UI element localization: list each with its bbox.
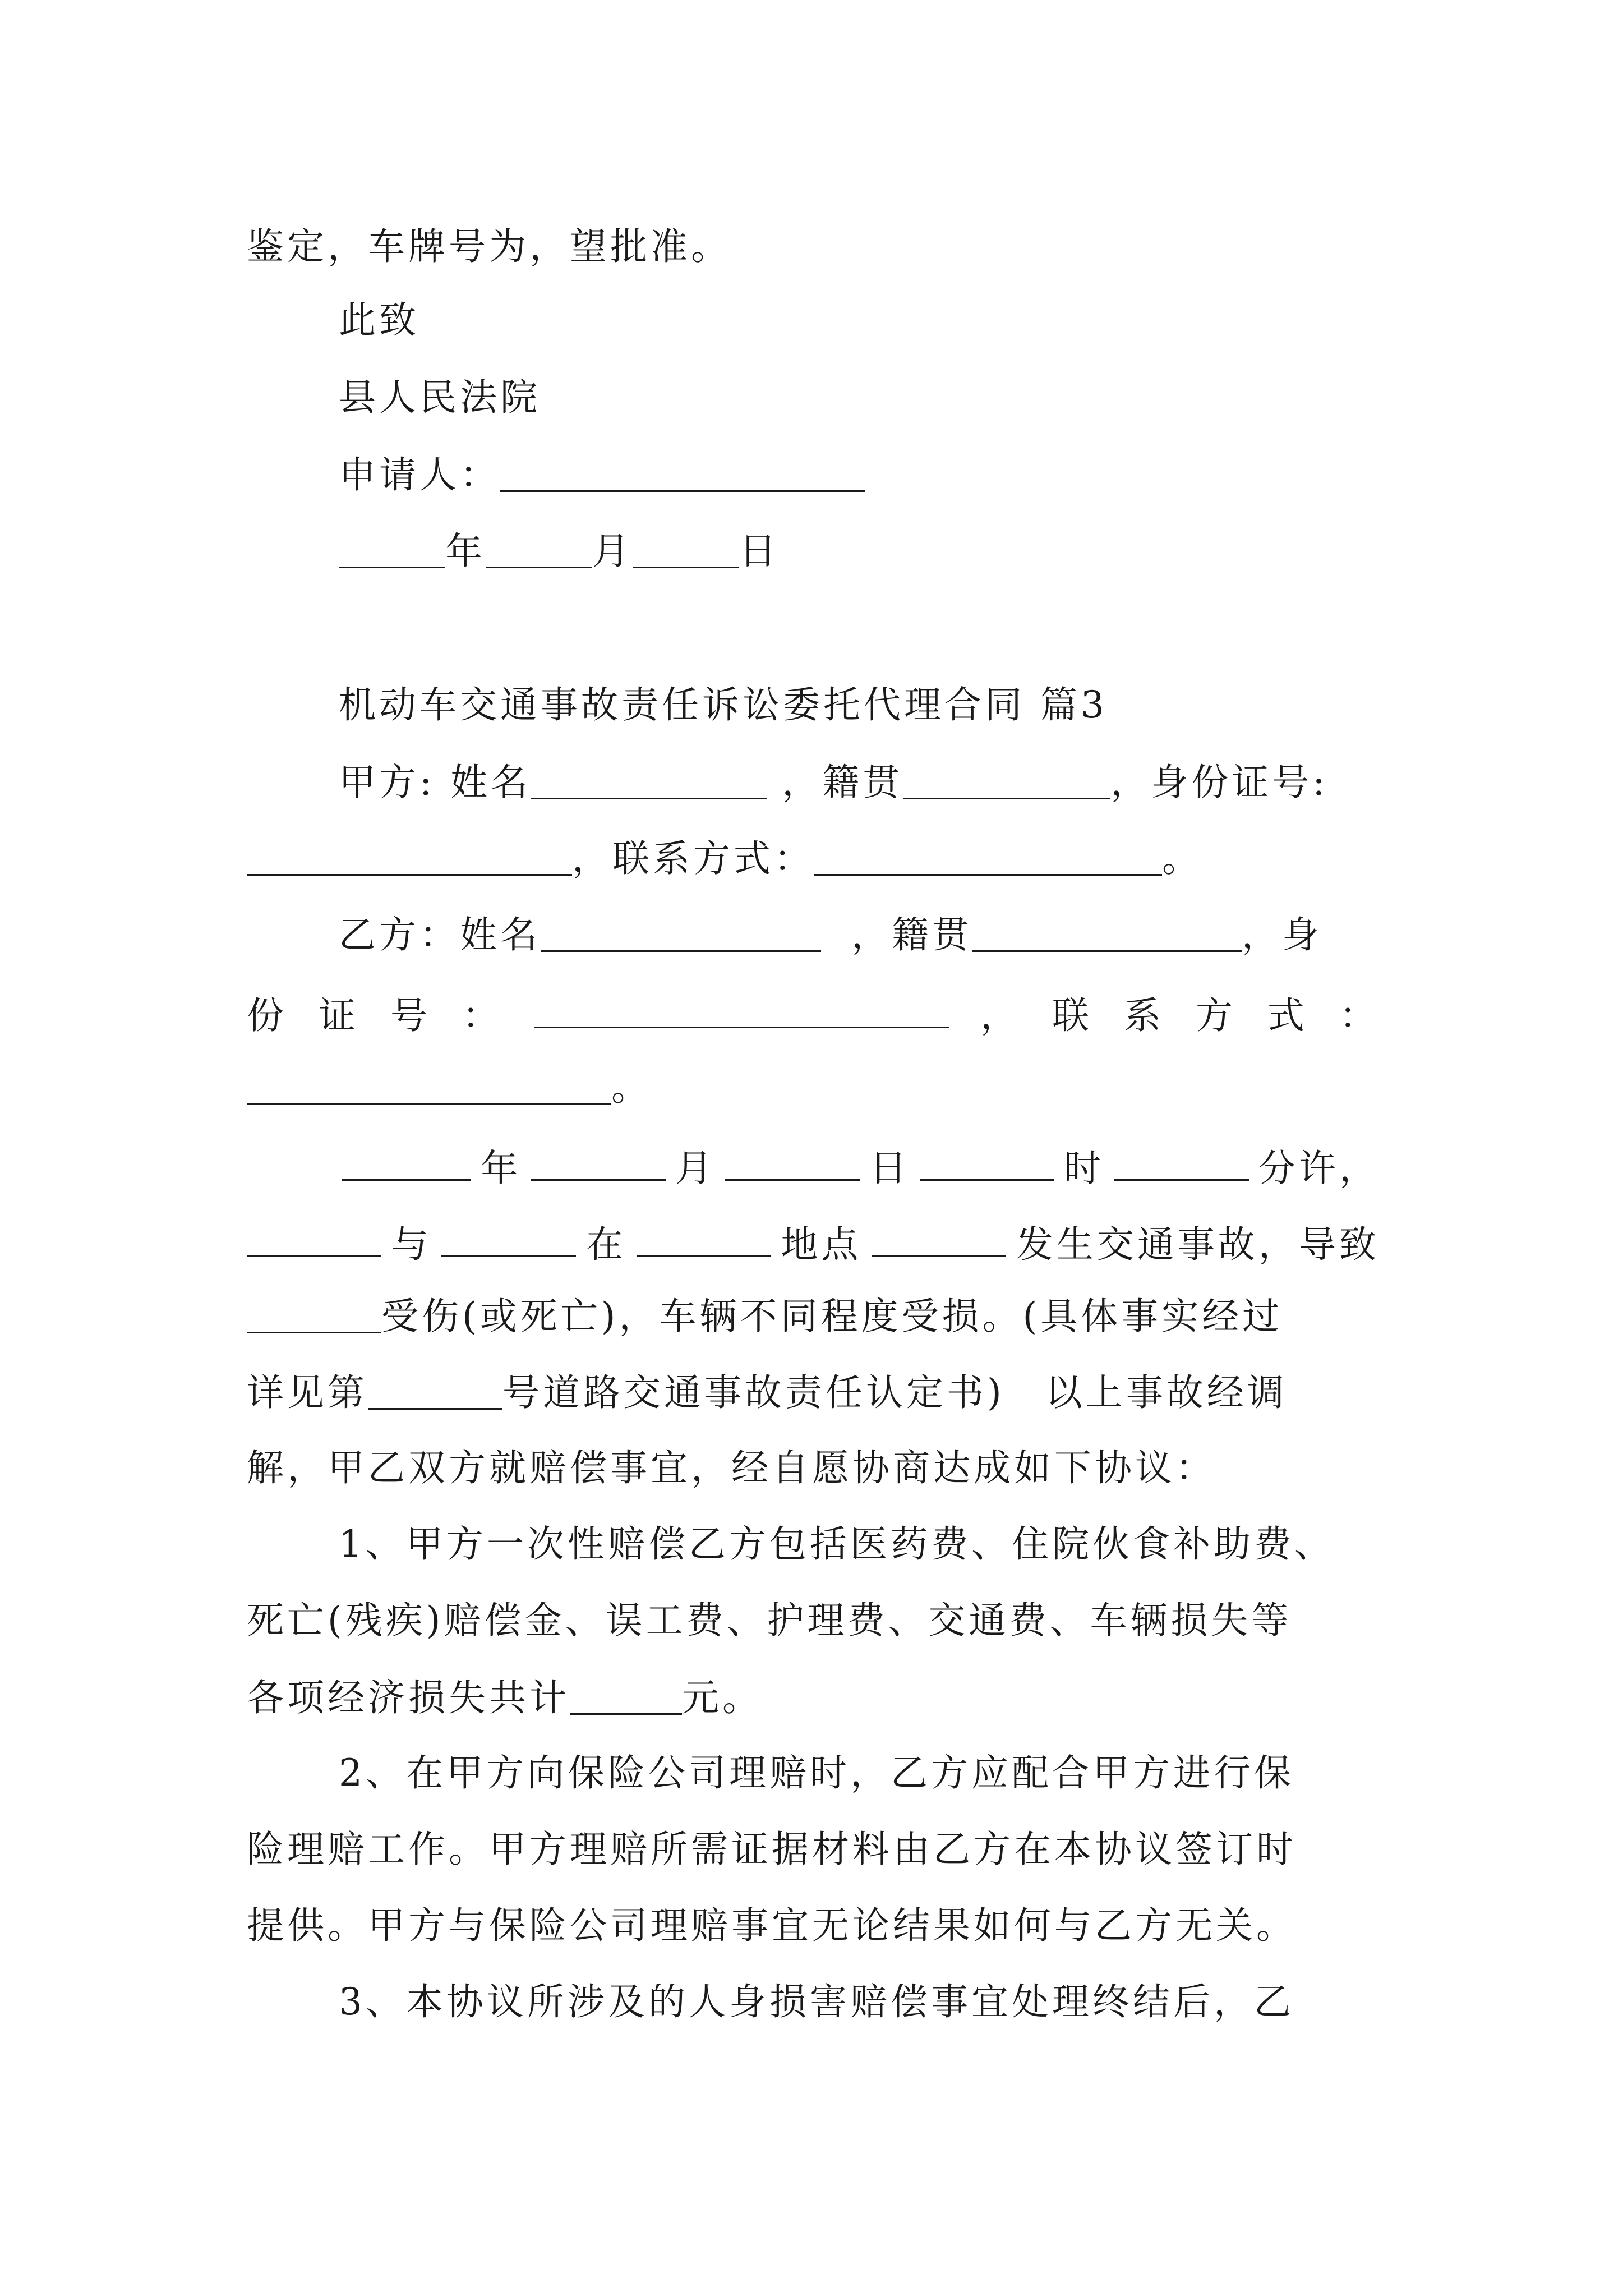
char: 式 [1267, 994, 1308, 1037]
clause-2-line-2: 险理赔工作。甲方理赔所需证据材料由乙方在本协议签订时 [247, 1828, 1297, 1871]
recipient-court: 县人民法院 [339, 376, 541, 419]
text: 日 [869, 1147, 910, 1190]
clause-2-line-3: 提供。甲方与保险公司理赔事宜无论结果如何与乙方无关。 [247, 1904, 1297, 1947]
year-label: 年 [445, 530, 486, 573]
closing-text-line: 鉴定，车牌号为，望批准。 [247, 225, 731, 268]
party-b-line-2 [247, 992, 1380, 1037]
party-b-native-blank [972, 915, 1242, 952]
text: 年 [481, 1147, 522, 1190]
blank [342, 1144, 471, 1181]
blank [531, 1144, 666, 1181]
party-a-native-label: ，籍贯 [782, 761, 903, 804]
text: 各项经济损失共计 [247, 1676, 570, 1719]
contract-title: 机动车交通事故责任诉讼委托代理合同 篇3 [339, 683, 1108, 726]
text: 详见第 [247, 1371, 368, 1414]
text: 地点 [781, 1223, 862, 1266]
fact-line-3 [247, 1295, 1283, 1338]
fact-line-2 [247, 1221, 1380, 1266]
blank [637, 1221, 771, 1257]
char: 方 [1196, 994, 1236, 1037]
clause-1-line-2: 死亡(残疾)赔偿金、误工费、护理费、交通费、车辆损失等 [247, 1599, 1292, 1642]
party-b-name-label: 乙方：姓名 [339, 913, 541, 956]
party-a-contact-label: ，联系方式： [572, 837, 814, 880]
applicant-line [339, 455, 865, 494]
char: ， [980, 994, 1021, 1037]
fact-line-1 [342, 1144, 1380, 1190]
text: 月 [675, 1147, 716, 1190]
party-b-id-label-start: ，身 [1241, 913, 1322, 956]
char: 联 [1052, 994, 1092, 1037]
clause-3-line-1: 3、本协议所涉及的人身损害赔偿事宜处理终结后，乙 [339, 1980, 1294, 2023]
text: 发生交通事故，导致 [1016, 1223, 1380, 1266]
clause-1-line-1: 1、甲方一次性赔偿乙方包括医药费、住院伙食补助费、 [339, 1522, 1335, 1566]
blank [872, 1221, 1006, 1257]
party-a-name-blank [531, 763, 767, 799]
text: 在 [586, 1223, 627, 1266]
party-b-native-label: ，籍贯 [851, 913, 972, 956]
party-a-id-label: ，身份证号: [1110, 761, 1329, 804]
char: 系 [1124, 994, 1164, 1037]
party-b-id-blank [534, 992, 949, 1028]
blank [441, 1221, 576, 1257]
salutation: 此致 [339, 298, 419, 342]
text: 与 [391, 1223, 432, 1266]
blank [247, 1221, 381, 1257]
party-b-contact-blank [247, 1068, 611, 1105]
char: 证 [319, 994, 359, 1037]
period: 。 [1162, 837, 1202, 880]
applicant-label: 申请人： [339, 453, 500, 496]
char: ： [1339, 994, 1380, 1037]
party-b-name-blank [541, 915, 821, 952]
day-label: 日 [739, 530, 780, 573]
clause-1-line-3 [247, 1678, 763, 1717]
char: ： [462, 994, 502, 1037]
party-a-name-label: 甲方: 姓名 [339, 761, 532, 804]
blank [920, 1144, 1054, 1181]
day-blank [633, 532, 739, 568]
clause-2-line-1: 2、在甲方向保险公司理赔时，乙方应配合甲方进行保 [339, 1751, 1294, 1795]
year-blank [339, 532, 445, 568]
blank [247, 1297, 381, 1333]
applicant-blank [500, 455, 865, 492]
text: 分许， [1258, 1147, 1380, 1190]
month-label: 月 [592, 530, 633, 573]
text: 元。 [682, 1676, 763, 1719]
amount-blank [570, 1678, 682, 1715]
date-line [339, 530, 780, 573]
party-a-native-blank [903, 763, 1110, 799]
text: 时 [1064, 1147, 1105, 1190]
party-a-contact-blank [814, 839, 1162, 876]
char: 份 [247, 994, 287, 1037]
text: 号道路交通事故责任认定书) 以上事故经调 [502, 1371, 1288, 1414]
party-b-line-3 [247, 1066, 652, 1109]
period: 。 [611, 1066, 652, 1109]
party-b-line [339, 915, 1322, 954]
blank [1114, 1144, 1249, 1181]
month-blank [486, 532, 592, 568]
party-a-line [339, 761, 1329, 804]
blank [725, 1144, 860, 1181]
char: 号 [390, 994, 431, 1037]
party-a-line-2 [247, 837, 1202, 880]
text: 受伤(或死亡)，车辆不同程度受损。(具体事实经过 [381, 1295, 1283, 1338]
blank [368, 1373, 502, 1410]
fact-line-5: 解，甲乙双方就赔偿事宜，经自愿协商达成如下协议： [247, 1446, 1216, 1489]
party-a-id-blank [247, 839, 572, 876]
fact-line-4 [247, 1371, 1288, 1414]
